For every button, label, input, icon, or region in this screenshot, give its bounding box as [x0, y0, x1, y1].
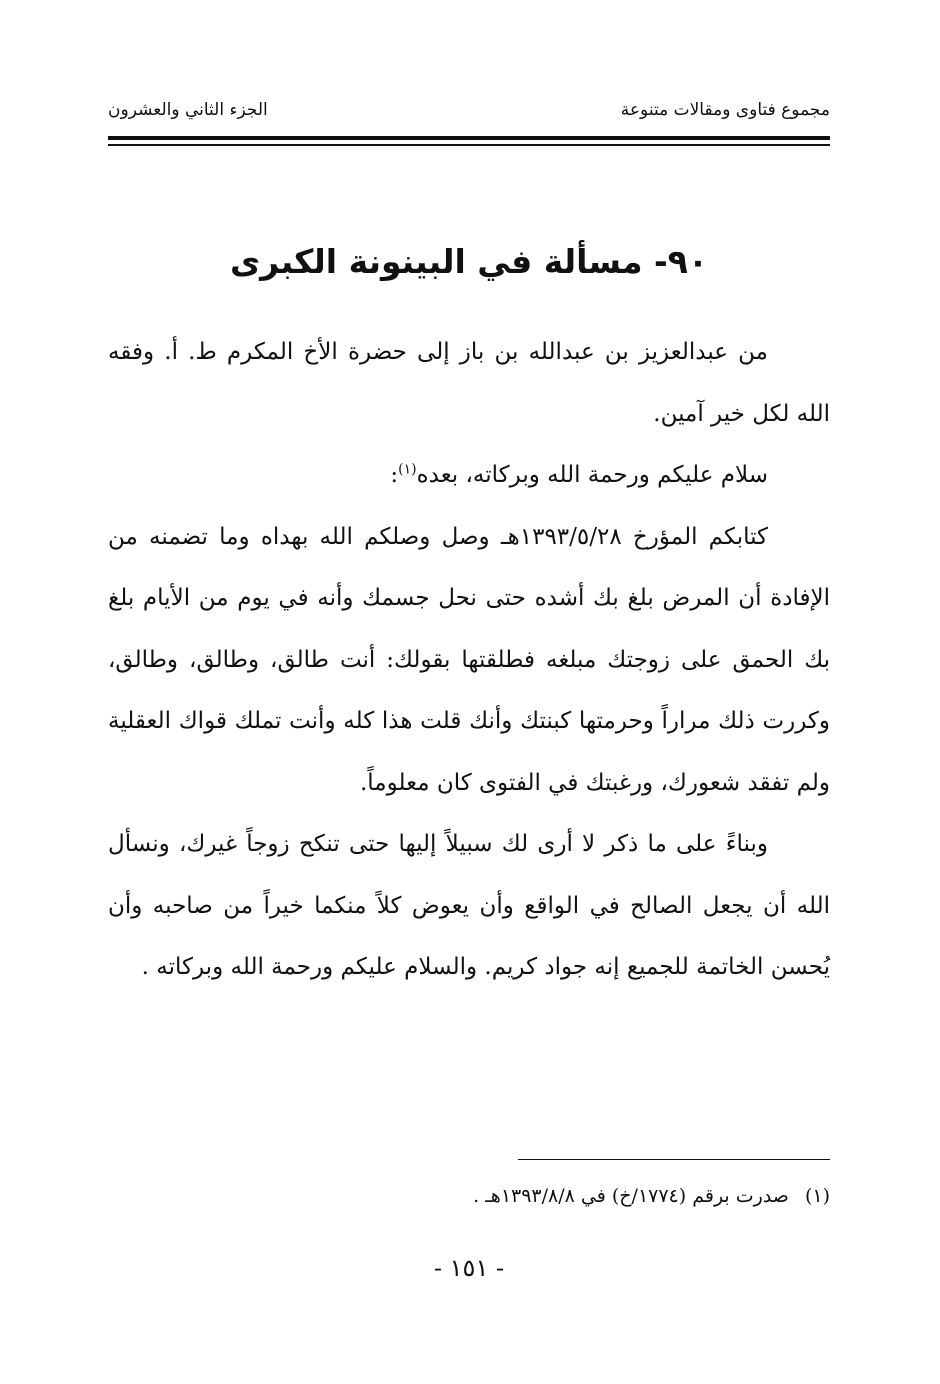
article-title: ٩٠- مسألة في البينونة الكبرى: [229, 242, 709, 282]
footnote-number: (١): [804, 1185, 830, 1207]
opening-paragraph: من عبدالعزيز بن عبدالله بن باز إلى حضرة الأخ المكرم ط. أ. وفقه الله لكل خير آمين.: [108, 339, 830, 427]
footnote: [108, 1180, 830, 1212]
volume-title: الجزء الثاني والعشرون: [108, 100, 268, 120]
greeting-text: سلام عليكم ورحمة الله وبركاته، بعده: [416, 462, 768, 488]
running-header: [108, 100, 830, 130]
footnote-separator: [518, 1159, 830, 1160]
header-rule-thin: [108, 144, 830, 146]
greeting-paragraph: [108, 445, 830, 507]
ruling-paragraph: وبناءً على ما ذكر لا أرى لك سبيلاً إليها حتى تنكح زوجاً غيرك، ونسأل الله أن يجعل الصالح في الواقع وأن يعوض كلاً منكما خيراً من صاحبه وأن يُحسن الخاتمة للجميع إنه جواد كريم. والسلام عليكم ورحمة الله وبركاته .: [108, 831, 830, 980]
greeting-colon: :: [390, 462, 399, 488]
header-rule-thick: [108, 136, 830, 140]
series-title: مجموع فتاوى ومقالات متنوعة: [620, 100, 830, 120]
footnote-text: صدرت برقم (١٧٧٤/خ) في ١٣٩٣/٨/٨هـ .: [473, 1185, 789, 1207]
footnote-reference: (١): [398, 461, 417, 478]
letter-paragraph: كتابكم المؤرخ ١٣٩٣/٥/٢٨هـ وصل وصلكم الله بهداه وما تضمنه من الإفادة أن المرض بلغ بك أشده حتى نحل جسمك وأنه في يوم من الأيام بلغ بك الحمق على زوجتك مبلغه فطلقتها بقولك: أنت طالق، وطالق، وطالق، وكررت ذلك مراراً وحرمتها كبنتك وأنك قلت هذا كله وأنت تملك قواك العقلية ولم تفقد شعورك، ورغبتك في الفتوى كان معلوماً.: [108, 523, 830, 796]
page-number: - ١٥١ -: [433, 1254, 505, 1282]
article-body: [108, 322, 830, 999]
